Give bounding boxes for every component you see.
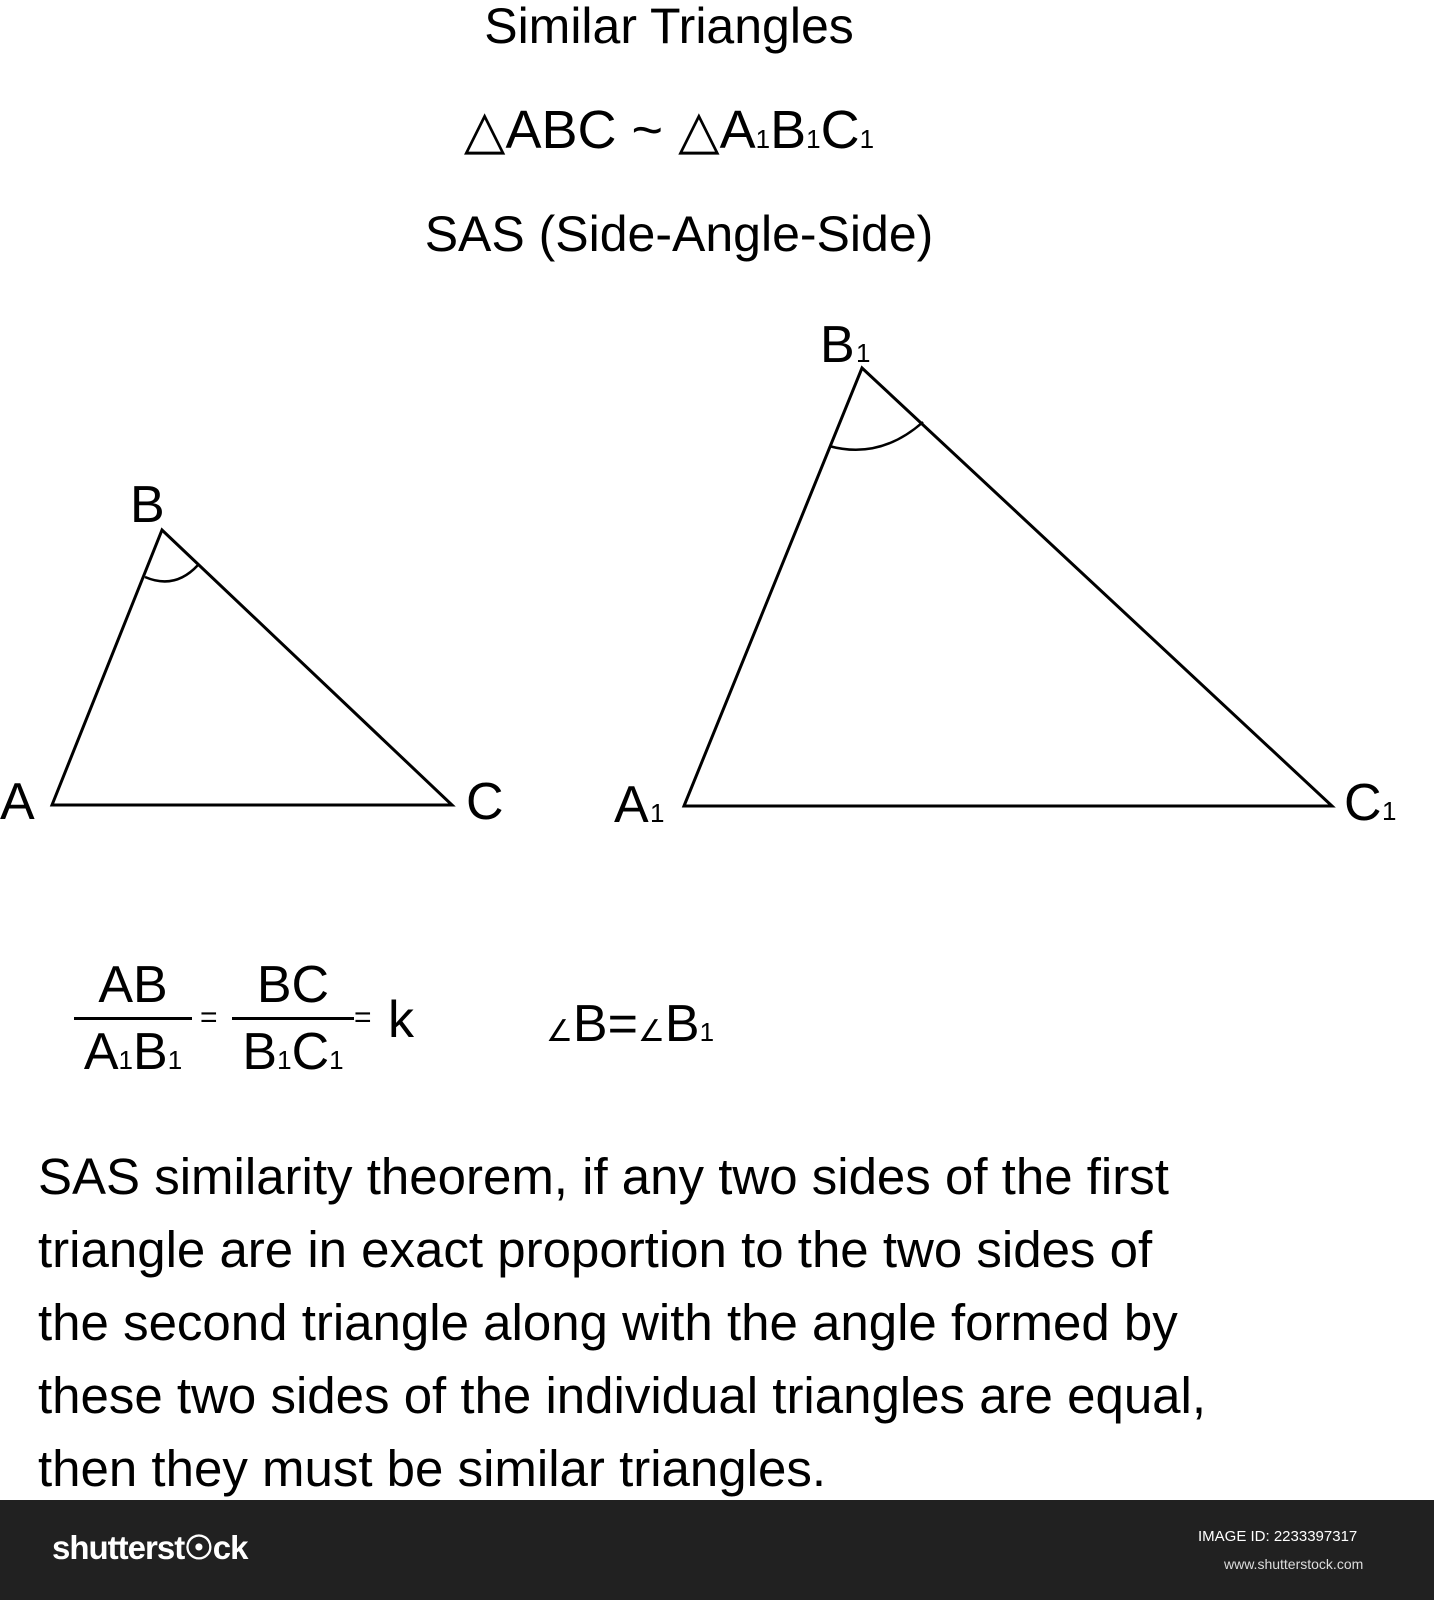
- fraction-numerator: AB: [98, 956, 168, 1014]
- den-letter: A: [83, 1023, 119, 1081]
- vertex-label-b1: B: [820, 316, 855, 374]
- angle-b1-letter: B: [664, 995, 700, 1053]
- den-subscript: 1: [118, 1045, 133, 1075]
- angle-b1-arc: [829, 422, 923, 450]
- fraction-bc-over-b1c1: [232, 955, 354, 1090]
- angle-icon: ∠: [637, 1015, 665, 1048]
- image-id: IMAGE ID: 2233397317: [1198, 1528, 1358, 1545]
- equals-sign: =: [354, 1001, 372, 1034]
- b1-letter: B: [770, 100, 807, 160]
- criterion-subtitle: SAS (Side-Angle-Side): [424, 206, 934, 262]
- paragraph-line: the second triangle along with the angle formed by: [38, 1294, 1178, 1351]
- subscript-one: 1: [806, 124, 821, 154]
- vertex-label-c: C: [466, 773, 504, 831]
- fraction-numerator: BC: [256, 956, 330, 1014]
- paragraph-line: then they must be similar triangles.: [38, 1440, 827, 1497]
- similar-symbol: ~: [631, 100, 664, 160]
- vertex-label-c1: C: [1344, 774, 1382, 832]
- den-letter: B: [133, 1023, 168, 1081]
- site-url: www.shutterstock.com: [1224, 1556, 1364, 1572]
- ratio-constant-k: k: [388, 991, 414, 1049]
- den-letter: B: [242, 1023, 278, 1081]
- subscript-one: 1: [755, 124, 771, 154]
- theorem-paragraph: [38, 1140, 1428, 1505]
- vertex-label-a: A: [0, 773, 35, 831]
- triangle-symbol: △: [678, 100, 720, 160]
- triangle-abc-name: ABC: [505, 100, 617, 160]
- den-letter: C: [291, 1023, 330, 1081]
- triangle-abc: [52, 530, 452, 805]
- fraction-denominator: [232, 1017, 354, 1090]
- fraction-denominator: [74, 1017, 192, 1090]
- paragraph-line: triangle are in exact proportion to the two sides of: [38, 1221, 1153, 1278]
- triangle-a1b1c1: [684, 368, 1332, 806]
- den-subscript: 1: [277, 1045, 292, 1075]
- angle-equals: =: [607, 995, 638, 1053]
- angle-b-arc: [145, 565, 198, 581]
- diagram-title: Similar Triangles: [484, 0, 854, 54]
- vertex-label-a1-subscript: 1: [650, 798, 665, 828]
- den-subscript: 1: [329, 1045, 344, 1075]
- c1-letter: C: [820, 100, 860, 160]
- vertex-label-a1: A: [614, 776, 649, 834]
- vertex-label-b: B: [130, 476, 165, 534]
- vertex-label-c1-subscript: 1: [1382, 796, 1397, 826]
- subscript-one: 1: [859, 124, 875, 154]
- angle-icon: ∠: [546, 1015, 573, 1048]
- paragraph-line: SAS similarity theorem, if any two sides of the first: [38, 1148, 1169, 1205]
- angle-equality: [546, 994, 714, 1062]
- den-subscript: 1: [167, 1045, 183, 1075]
- subscript-one: 1: [699, 1017, 715, 1047]
- angle-b-letter: B: [572, 995, 608, 1053]
- vertex-label-b1-subscript: 1: [856, 338, 871, 368]
- paragraph-line: these two sides of the individual triangles are equal,: [38, 1367, 1207, 1424]
- a1-letter: A: [719, 100, 756, 160]
- equals-sign: =: [200, 1001, 218, 1034]
- triangle-symbol: △: [463, 100, 506, 160]
- shutterstock-logo: shutterst☉ck: [52, 1529, 248, 1566]
- fraction-ab-over-a1b1: [74, 955, 192, 1090]
